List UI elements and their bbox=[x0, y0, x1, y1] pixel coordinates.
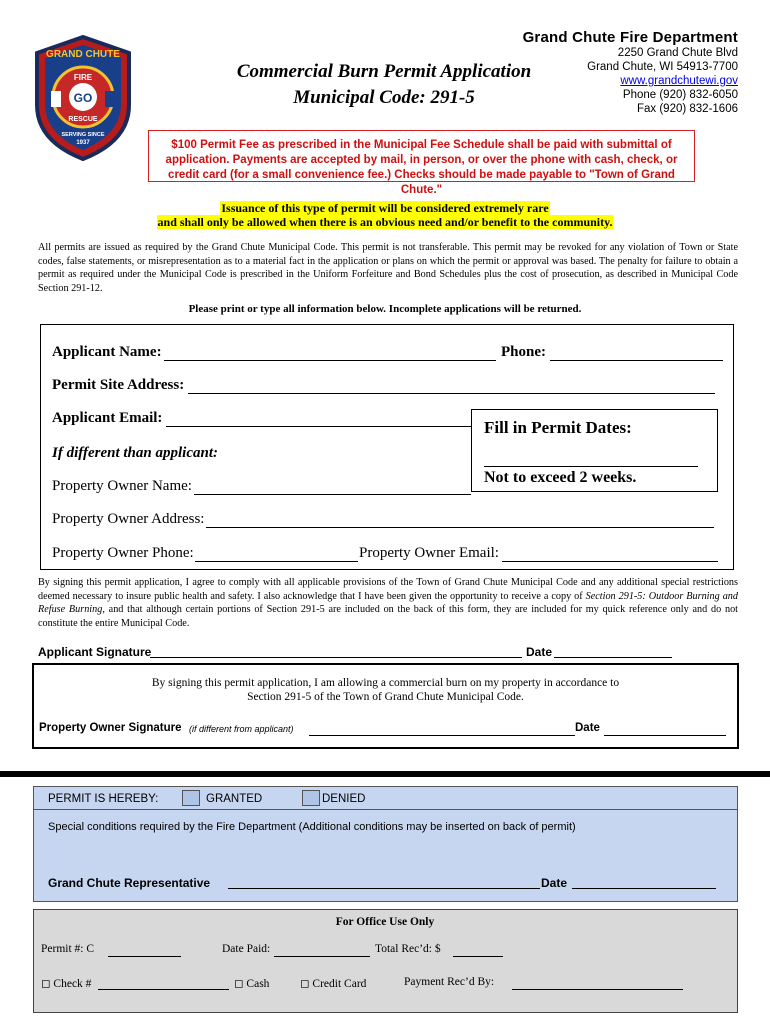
office-use-title: For Office Use Only bbox=[335, 916, 435, 928]
if-different-label: If different than applicant: bbox=[52, 445, 218, 461]
svg-text:FIRE: FIRE bbox=[73, 73, 93, 82]
phone-field[interactable] bbox=[550, 360, 723, 361]
owner-phone-field[interactable] bbox=[195, 561, 358, 562]
check-option[interactable]: ◻ Check # bbox=[41, 978, 92, 990]
owner-email-field[interactable] bbox=[502, 561, 718, 562]
applicant-name-label: Applicant Name: bbox=[52, 344, 162, 360]
owner-email-label: Property Owner Email: bbox=[359, 545, 499, 561]
permit-number-field[interactable] bbox=[108, 956, 181, 957]
issuance-line-1: Issuance of this type of permit will be considered extremely rare bbox=[221, 201, 549, 215]
permit-hereby-label: PERMIT IS HEREBY: bbox=[48, 793, 159, 805]
fax: Fax (920) 832-1606 bbox=[636, 103, 738, 115]
total-received-field[interactable] bbox=[453, 956, 503, 957]
svg-text:GO: GO bbox=[73, 91, 93, 105]
applicant-signature-label: Applicant Signature bbox=[38, 645, 152, 659]
owner-signature-field[interactable] bbox=[309, 735, 575, 736]
owner-name-field[interactable] bbox=[194, 494, 471, 495]
permit-decision-box bbox=[33, 786, 738, 902]
total-received-label: Total Rec’d: $ bbox=[375, 943, 441, 955]
svg-text:GRAND CHUTE: GRAND CHUTE bbox=[46, 49, 120, 60]
department-contact bbox=[587, 46, 738, 116]
special-conditions: Special conditions required by the Fire Department (Additional conditions may be inserted on back of permit) bbox=[48, 821, 576, 833]
owner-signature-label: Property Owner Signature bbox=[39, 722, 182, 734]
applicant-email-field[interactable] bbox=[166, 426, 471, 427]
owner-date-label: Date bbox=[575, 722, 600, 734]
agreement-paragraph: By signing this permit application, I agree to comply with all applicable provisions of the Town of Grand Chute Municipal Code and any additional special restrictions deemed necessary to insure public health and safety. I also acknowledge that I have been given the opportunity to receive a copy of Section 291-5: Outdoor Burning and Refuse Burning, and that although certain portions of Section 291-5 are included on the back of this form, they are included for my quick reference only and do not constitute the entire Municipal Code. bbox=[38, 577, 738, 629]
owner-name-label: Property Owner Name: bbox=[52, 478, 192, 494]
phone: Phone (920) 832-6050 bbox=[622, 89, 738, 101]
granted-checkbox[interactable] bbox=[182, 790, 200, 806]
section-divider bbox=[0, 771, 770, 777]
permit-number-label: Permit #: C bbox=[41, 943, 95, 955]
print-note: Please print or type all information below. Incomplete applications will be returned. bbox=[188, 303, 582, 315]
payment-received-field[interactable] bbox=[512, 989, 683, 990]
denied-label: DENIED bbox=[322, 793, 366, 805]
applicant-date-label: Date bbox=[526, 645, 553, 659]
site-address-label: Permit Site Address: bbox=[52, 377, 185, 393]
payment-received-label: Payment Rec’d By: bbox=[404, 976, 495, 988]
permit-divider bbox=[34, 809, 737, 810]
representative-label: Grand Chute Representative bbox=[48, 876, 211, 890]
representative-date-field[interactable] bbox=[572, 888, 716, 889]
address-line-1: 2250 Grand Chute Blvd bbox=[617, 47, 738, 59]
applicant-signature-field[interactable] bbox=[150, 657, 522, 658]
form-title: Commercial Burn Permit Application bbox=[236, 61, 532, 82]
owner-date-field[interactable] bbox=[604, 735, 726, 736]
site-address-field[interactable] bbox=[188, 393, 715, 394]
granted-label: GRANTED bbox=[206, 793, 263, 805]
applicant-date-field[interactable] bbox=[554, 657, 672, 658]
representative-field[interactable] bbox=[228, 888, 540, 889]
denied-checkbox[interactable] bbox=[302, 790, 320, 806]
date-paid-label: Date Paid: bbox=[222, 943, 271, 955]
check-number-field[interactable] bbox=[98, 989, 229, 990]
website-link[interactable]: www.grandchutewi.gov bbox=[620, 75, 738, 87]
applicant-email-label: Applicant Email: bbox=[52, 410, 163, 426]
fee-notice: $100 Permit Fee as prescribed in the Municipal Fee Schedule shall be paid with submittal of application. Payments are accepted by mail, in person, or over the phone with cash, check, or credit card (for a small convenience fee.) Checks should be made payable to "Town of Grand Chute." bbox=[165, 139, 678, 196]
owner-address-field[interactable] bbox=[206, 527, 714, 528]
permit-dates-title: Fill in Permit Dates: bbox=[484, 418, 632, 437]
applicant-name-field[interactable] bbox=[164, 360, 496, 361]
svg-text:SERVING SINCE: SERVING SINCE bbox=[61, 132, 105, 138]
owner-phone-label: Property Owner Phone: bbox=[52, 545, 194, 561]
credit-card-option[interactable]: ◻ Credit Card bbox=[300, 978, 367, 990]
intro-paragraph: All permits are issued as required by the Grand Chute Municipal Code. This permit is not transferable. This permit may be revoked for any violation of Town or State codes, false statements, or misrepresentation as to a material fact in the application or plans on which the permit or approval was based. The penalty for failure to obtain a permit as required under the Municipal Code is prescribed in the Uniform Forfeiture and Bond Schedules plus the cost of prosecution, as described in Municipal Code Section 291-12. bbox=[38, 242, 738, 294]
department-name: Grand Chute Fire Department bbox=[522, 29, 738, 46]
cash-option[interactable]: ◻ Cash bbox=[234, 978, 270, 990]
permit-dates-note: Not to exceed 2 weeks. bbox=[484, 469, 637, 486]
issuance-line-2: and shall only be allowed when there is an obvious need and/or benefit to the community. bbox=[157, 215, 613, 229]
address-line-2: Grand Chute, WI 54913-7700 bbox=[587, 61, 738, 73]
owner-signature-hint: (if different from applicant) bbox=[189, 724, 294, 734]
date-paid-field[interactable] bbox=[274, 956, 370, 957]
owner-consent-box bbox=[32, 663, 739, 749]
fee-notice-box bbox=[148, 130, 695, 196]
svg-text:1937: 1937 bbox=[76, 140, 90, 146]
svg-text:RESCUE: RESCUE bbox=[68, 116, 98, 123]
permit-dates-field[interactable] bbox=[484, 466, 698, 467]
owner-consent-line-2: Section 291-5 of the Town of Grand Chute Municipal Code. bbox=[247, 691, 524, 703]
representative-date-label: Date bbox=[541, 876, 568, 890]
municipal-code: Municipal Code: 291-5 bbox=[293, 87, 475, 108]
fire-department-badge-icon bbox=[33, 35, 133, 161]
owner-address-label: Property Owner Address: bbox=[52, 511, 205, 527]
owner-consent-line-1: By signing this permit application, I am allowing a commercial burn on my property in accordance to bbox=[151, 677, 620, 689]
phone-label: Phone: bbox=[501, 344, 546, 360]
permit-dates-box bbox=[471, 409, 718, 492]
office-use-box bbox=[33, 909, 738, 1013]
